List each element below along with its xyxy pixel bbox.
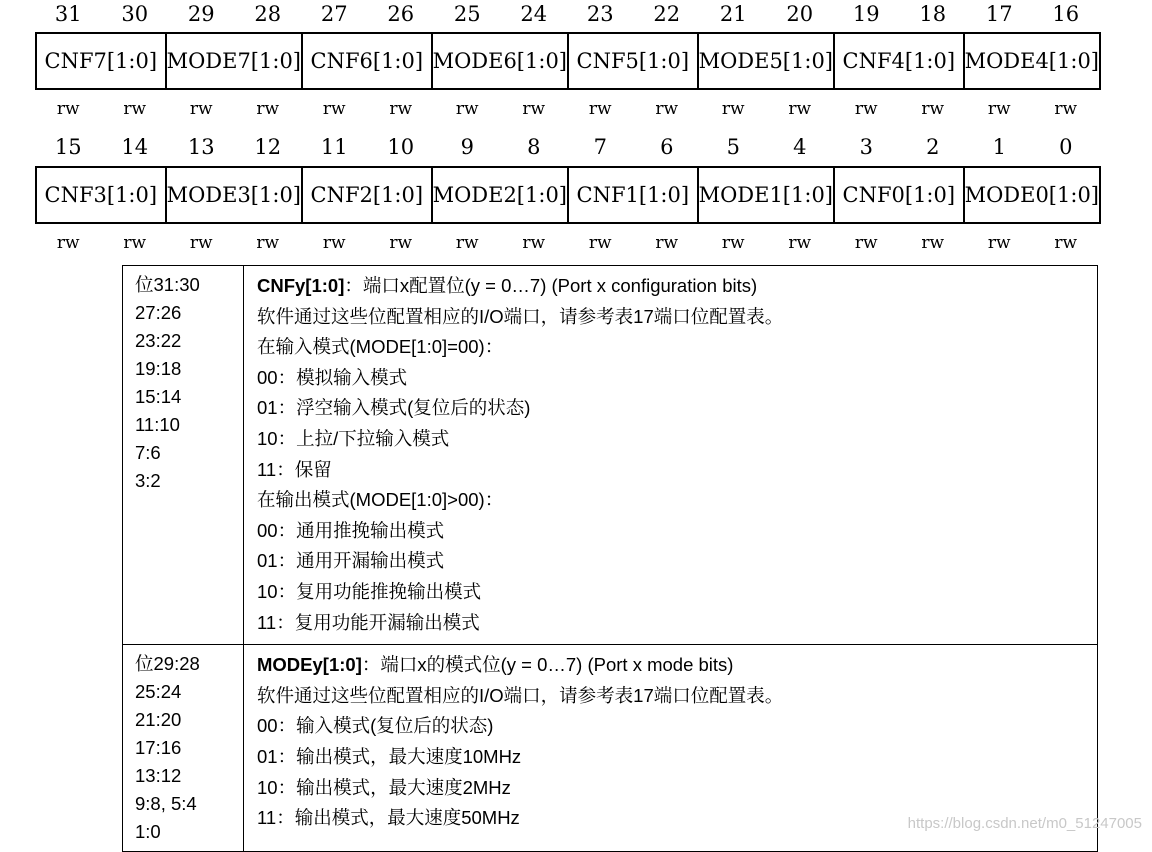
cnf-description [244,266,1097,644]
register-field: MODE7[1:0] [167,34,303,88]
bit-number: 17 [985,2,1013,26]
register-field: CNF2[1:0] [303,168,433,222]
access-type: rw [56,233,80,253]
access-type: rw [522,233,546,253]
access-type: rw [389,99,413,119]
access-type: rw [256,99,280,119]
bit-number: 21 [719,2,747,26]
bit-position: 27:26 [135,302,182,323]
bit-number: 1 [992,135,1006,159]
description-line: 11：保留 [257,458,332,480]
bit-number: 6 [660,135,674,159]
bit-position: 3:2 [135,470,161,491]
access-row-lower [35,229,1099,257]
cnf-title [257,271,1097,302]
bit-position: 23:22 [135,330,182,351]
bit-number: 19 [852,2,880,26]
register-field: CNF0[1:0] [835,168,965,222]
bit-numbers-lower [35,133,1099,161]
access-type: rw [189,233,213,253]
bit-position: 19:18 [135,358,182,379]
register-field: MODE1[1:0] [699,168,835,222]
mode-title-text: ：端口x的模式位(y = 0…7) (Port x mode bits) [361,654,734,676]
bit-number: 10 [387,135,415,159]
access-type: rw [123,99,147,119]
register-field: CNF4[1:0] [835,34,965,88]
bit-number: 20 [786,2,814,26]
register-field: CNF1[1:0] [569,168,699,222]
bit-position: 15:14 [135,386,182,407]
register-field: MODE2[1:0] [433,168,569,222]
cnf-field-name: CNFy[1:0] [257,275,345,296]
access-type: rw [987,99,1011,119]
access-type: rw [1054,233,1078,253]
bit-number: 22 [653,2,681,26]
bit-number: 31 [54,2,82,26]
register-field: MODE4[1:0] [964,49,1099,73]
access-type: rw [56,99,80,119]
access-type: rw [256,233,280,253]
bit-position: 13:12 [135,765,182,787]
register-fields-lower [35,166,1101,224]
description-line: 00：输入模式(复位后的状态) [257,715,494,737]
access-type: rw [588,233,612,253]
access-type: rw [455,233,479,253]
watermark: https://blog.csdn.net/m0_51247005 [907,815,1142,832]
cnf-description-row [123,266,1097,644]
register-field: MODE6[1:0] [433,34,569,88]
bit-number: 12 [254,135,282,159]
bit-numbers-upper [35,0,1099,28]
access-type: rw [1054,99,1078,119]
register-field: MODE0[1:0] [964,183,1099,207]
access-type: rw [987,233,1011,253]
bit-number: 0 [1059,135,1073,159]
access-type: rw [189,99,213,119]
cnf-title-text: ：端口x配置位(y = 0…7) (Port x configuration bits) [344,275,758,296]
bit-number: 13 [187,135,215,159]
register-fields-upper [35,32,1101,90]
access-type: rw [788,99,812,119]
bit-number: 11 [320,135,348,159]
mode-title [257,650,1097,681]
description-line: 01：通用开漏输出模式 [257,550,445,572]
bit-number: 2 [926,135,940,159]
register-field: MODE5[1:0] [699,34,835,88]
mode-field-name: MODEy[1:0] [257,654,362,676]
access-type: rw [522,99,546,119]
mode-bit-positions [123,645,244,851]
bit-position: 位29:28 [135,653,200,675]
bit-position: 17:16 [135,737,182,759]
bit-number: 4 [793,135,807,159]
access-type: rw [854,233,878,253]
description-line: 10：输出模式，最大速度2MHz [257,776,511,798]
bit-number: 26 [387,2,415,26]
register-field: CNF7[1:0] [37,34,167,88]
bit-number: 5 [726,135,740,159]
register-field: CNF3[1:0] [37,168,167,222]
access-type: rw [322,99,346,119]
access-type: rw [588,99,612,119]
access-type: rw [655,99,679,119]
description-line: 10：上拉/下拉输入模式 [257,427,450,449]
access-type: rw [123,233,147,253]
description-line: 00：模拟输入模式 [257,366,408,388]
bit-number: 7 [593,135,607,159]
access-type: rw [655,233,679,253]
description-line: 软件通过这些位配置相应的I/O端口，请参考表17端口位配置表。 [257,684,784,706]
bit-position: 1:0 [135,821,161,843]
description-line: 10：复用功能推挽输出模式 [257,580,482,602]
bit-position: 位31:30 [135,274,200,295]
bit-number: 18 [919,2,947,26]
register-field: MODE3[1:0] [167,168,303,222]
access-type: rw [721,233,745,253]
access-type: rw [322,233,346,253]
description-line: 在输入模式(MODE[1:0]=00)： [257,336,504,358]
bit-position: 9:8, 5:4 [135,793,197,815]
bit-number: 30 [121,2,149,26]
bit-number: 14 [121,135,149,159]
register-field: CNF6[1:0] [303,34,433,88]
bit-position: 21:20 [135,709,182,731]
register-field: CNF5[1:0] [569,34,699,88]
access-type: rw [389,233,413,253]
access-type: rw [788,233,812,253]
access-type: rw [455,99,479,119]
description-line: 00：通用推挽输出模式 [257,519,445,541]
bit-number: 15 [54,135,82,159]
bit-number: 23 [586,2,614,26]
bit-number: 28 [254,2,282,26]
bit-number: 24 [520,2,548,26]
cnf-bit-positions [123,266,244,644]
bit-number: 3 [859,135,873,159]
access-row-upper [35,95,1099,123]
bit-number: 8 [527,135,541,159]
bit-number: 25 [453,2,481,26]
description-line: 01：浮空输入模式(复位后的状态) [257,397,531,419]
access-type: rw [921,233,945,253]
description-line: 01：输出模式，最大速度10MHz [257,745,522,767]
bit-position: 7:6 [135,442,161,463]
bit-number: 9 [460,135,474,159]
bit-number: 29 [187,2,215,26]
description-line: 软件通过这些位配置相应的I/O端口，请参考表17端口位配置表。 [257,305,784,327]
access-type: rw [721,99,745,119]
bit-position: 25:24 [135,681,182,703]
bit-description-table [122,265,1098,852]
access-type: rw [921,99,945,119]
bit-position: 11:10 [135,414,180,435]
description-line: 11：输出模式，最大速度50MHz [257,807,520,829]
bit-number: 27 [320,2,348,26]
description-line: 11：复用功能开漏输出模式 [257,611,480,633]
access-type: rw [854,99,878,119]
description-line: 在输出模式(MODE[1:0]>00)： [257,489,504,511]
bit-number: 16 [1052,2,1080,26]
